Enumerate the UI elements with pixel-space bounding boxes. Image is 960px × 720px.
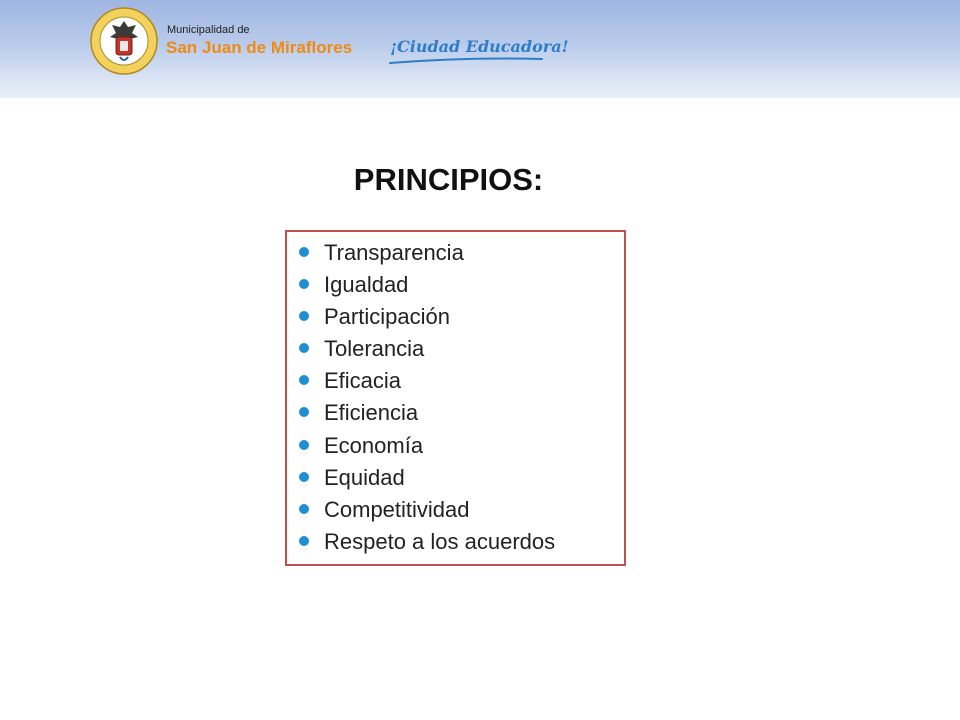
municipality-name: San Juan de Miraflores: [166, 38, 353, 57]
municipal-seal-logo: [90, 7, 158, 75]
bullet-dot-icon: [299, 279, 309, 289]
list-item: [287, 526, 624, 558]
list-item: [287, 301, 624, 333]
bullet-dot-icon: [299, 343, 309, 353]
principles-list: [287, 237, 624, 558]
slogan: ¡Ciudad Educadora!: [390, 37, 569, 56]
list-item-label: Respeto a los acuerdos: [324, 528, 556, 554]
list-item-label: Transparencia: [324, 240, 464, 265]
list-item-label: Eficacia: [324, 368, 402, 394]
bullet-dot-icon: [299, 440, 309, 450]
list-item-label: Participación: [324, 304, 450, 330]
slogan-underline-swash: [388, 54, 544, 68]
list-item-label: Tolerancia: [324, 336, 425, 362]
municipality-prefix: Municipalidad de: [167, 24, 250, 36]
bullet-dot-icon: [299, 311, 309, 321]
list-item-label: Igualdad: [324, 272, 409, 298]
list-item-label: Equidad: [324, 464, 405, 490]
principles-box: [285, 230, 626, 566]
list-item-label: Economía: [324, 432, 424, 458]
list-item: [287, 430, 624, 462]
bullet-dot-icon: [299, 375, 309, 385]
bullet-dot-icon: [299, 536, 309, 546]
list-item: [287, 333, 624, 365]
list-item-label: Eficiencia: [324, 400, 419, 426]
list-item: [287, 365, 624, 397]
page-title: PRINCIPIOS:: [353, 162, 544, 197]
list-item: [287, 494, 624, 526]
list-item: [287, 462, 624, 494]
list-item: [287, 237, 624, 269]
bullet-dot-icon: [299, 407, 309, 417]
list-item: [287, 397, 624, 429]
bullet-dot-icon: [299, 247, 309, 257]
list-item-label: Competitividad: [324, 496, 470, 522]
bullet-dot-icon: [299, 504, 309, 514]
bullet-dot-icon: [299, 472, 309, 482]
list-item: [287, 269, 624, 301]
